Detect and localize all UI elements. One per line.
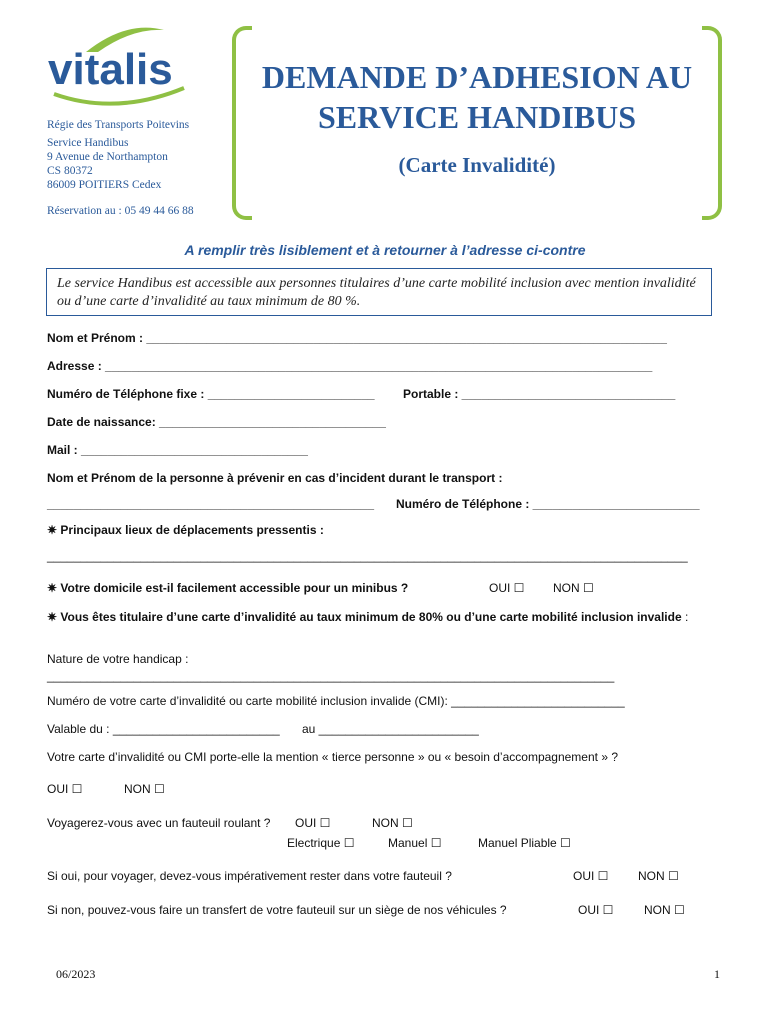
card-holder-text: ✷ Vous êtes titulaire d’une carte d’invalidité au taux minimum de 80% ou d’une carte mobilité inclusion invalide <box>47 610 682 624</box>
emergency-contact-label: Nom et Prénom de la personne à prévenir en cas d’incident durant le transport : <box>47 471 503 485</box>
home-access-yes-checkbox[interactable]: OUI ☐ <box>489 581 525 595</box>
home-access-no-checkbox[interactable]: NON ☐ <box>553 581 594 595</box>
manual-foldable-checkbox[interactable]: Manuel Pliable ☐ <box>478 836 571 850</box>
destinations-field[interactable]: ________________________________________________________________________________________________ <box>47 549 688 563</box>
transfer-yes-checkbox[interactable]: OUI ☐ <box>578 903 614 917</box>
logo-wordmark: vitalis <box>48 45 173 94</box>
wheelchair-no-checkbox[interactable]: NON ☐ <box>372 816 413 830</box>
valid-to-field[interactable]: au ________________________ <box>302 722 479 736</box>
phone-field[interactable]: Numéro de Téléphone fixe : _________________________ <box>47 387 375 401</box>
vitalis-logo <box>46 22 196 112</box>
disability-type-label: Nature de votre handicap : <box>47 652 189 666</box>
wheelchair-question: Voyagerez-vous avec un fauteuil roulant ? <box>47 816 271 830</box>
fill-instruction: A remplir très lisiblement et à retourner à l’adresse ci-contre <box>184 242 586 258</box>
title-line: SERVICE HANDIBUS <box>317 99 637 135</box>
title-line: DEMANDE D’ADHESION AU <box>261 59 693 95</box>
document-title <box>248 57 706 137</box>
address-field[interactable]: Adresse : __________________________________________________________________________________ <box>47 359 653 373</box>
electric-checkbox[interactable]: Electrique ☐ <box>287 836 355 850</box>
address-line: 86009 POITIERS Cedex <box>47 179 162 191</box>
sender-address <box>47 136 168 192</box>
eligibility-notice: Le service Handibus est accessible aux personnes titulaires d’une carte mobilité inclusion avec mention invalidité ou d’une carte d’invalidité au taux minimum de 80 %. <box>46 268 712 316</box>
card-holder-colon: : <box>681 610 689 624</box>
emergency-phone-field[interactable]: Numéro de Téléphone : _________________________ <box>396 497 700 511</box>
destinations-label: ✷ Principaux lieux de déplacements pressentis : <box>47 523 324 537</box>
stay-in-chair-yes-checkbox[interactable]: OUI ☐ <box>573 869 609 883</box>
document-subtitle: (Carte Invalidité) <box>398 153 556 177</box>
reservation-phone: Réservation au : 05 49 44 66 88 <box>47 205 194 217</box>
card-holder-statement <box>47 609 725 625</box>
birthdate-field[interactable]: Date de naissance: __________________________________ <box>47 415 386 429</box>
transfer-question: Si non, pouvez-vous faire un transfert de votre fauteuil sur un siège de nos véhicules ? <box>47 903 507 917</box>
wheelchair-yes-checkbox[interactable]: OUI ☐ <box>295 816 331 830</box>
mobile-field[interactable]: Portable : ________________________________ <box>403 387 676 401</box>
page-number: 1 <box>714 967 720 981</box>
mention-no-checkbox[interactable]: NON ☐ <box>124 782 165 796</box>
sender-org: Régie des Transports Poitevins <box>47 119 190 131</box>
mention-yes-checkbox[interactable]: OUI ☐ <box>47 782 83 796</box>
footer-date: 06/2023 <box>56 967 96 981</box>
stay-in-chair-no-checkbox[interactable]: NON ☐ <box>638 869 679 883</box>
name-field[interactable]: Nom et Prénom : ______________________________________________________________________________ <box>47 331 667 345</box>
address-line: CS 80372 <box>47 165 93 177</box>
address-line: 9 Avenue de Northampton <box>47 151 168 163</box>
valid-from-field[interactable]: Valable du : _________________________ <box>47 722 280 736</box>
email-field[interactable]: Mail : __________________________________ <box>47 443 308 457</box>
mention-question: Votre carte d’invalidité ou CMI porte-elle la mention « tierce personne » ou « besoin d’accompagnement » ? <box>47 750 619 764</box>
transfer-no-checkbox[interactable]: NON ☐ <box>644 903 685 917</box>
home-access-question: ✷ Votre domicile est-il facilement accessible pour un minibus ? <box>47 581 409 595</box>
manual-checkbox[interactable]: Manuel ☐ <box>388 836 442 850</box>
stay-in-chair-question: Si oui, pour voyager, devez-vous impérativement rester dans votre fauteuil ? <box>47 869 452 883</box>
emergency-contact-field[interactable]: _________________________________________________ <box>47 497 375 511</box>
card-number-field[interactable]: Numéro de votre carte d’invalidité ou carte mobilité inclusion invalide (CMI): __________________________ <box>47 694 625 708</box>
disability-type-field[interactable]: _____________________________________________________________________________________ <box>47 669 615 683</box>
address-line: Service Handibus <box>47 137 129 149</box>
